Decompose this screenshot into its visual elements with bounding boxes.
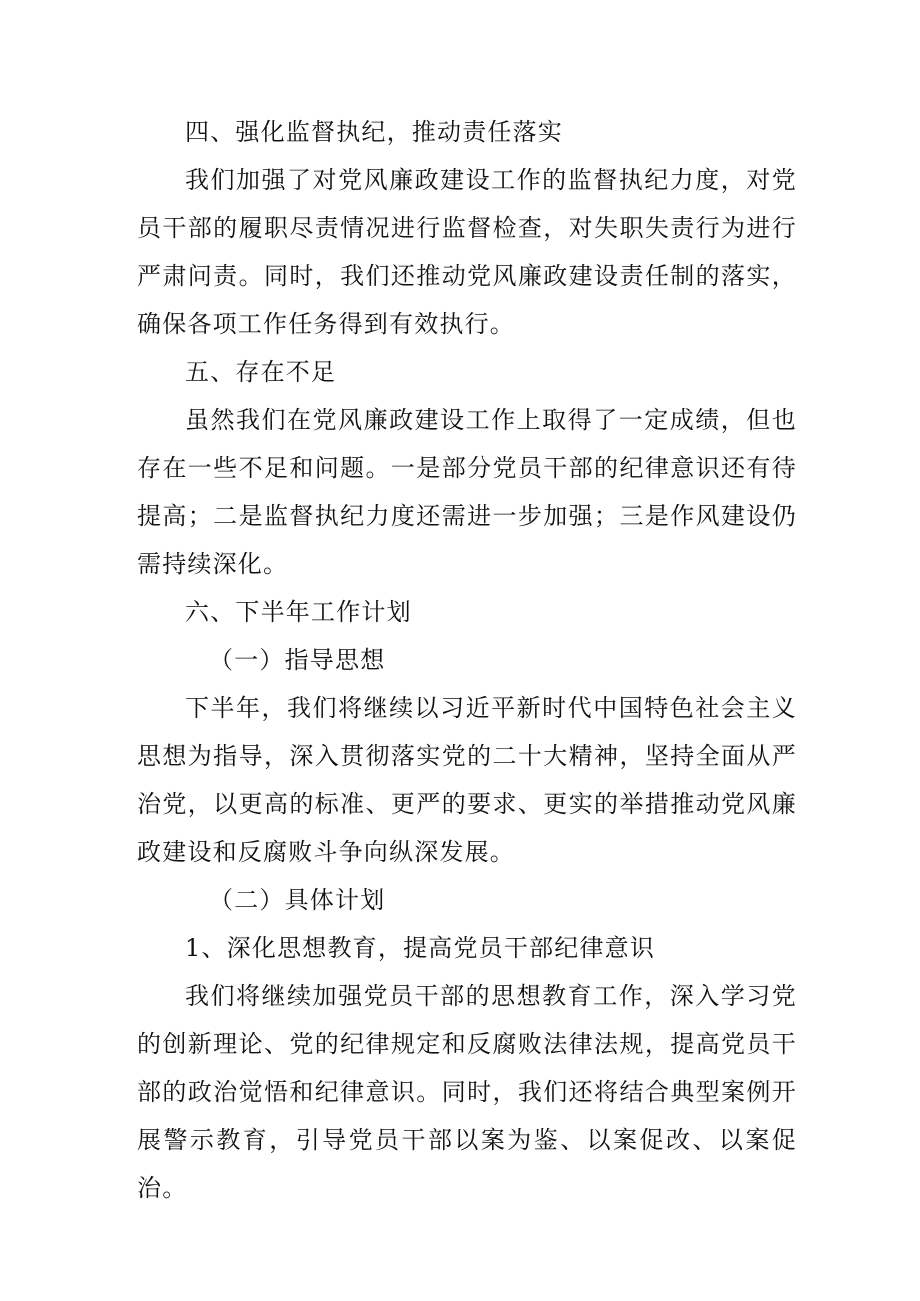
paragraph-guiding-thought: 下半年，我们将继续以习近平新时代中国特色社会主义思想为指导，深入贯彻落实党的二十大精神，坚持全面从严治党，以更高的标准、更严的要求、更实的举措推动党风廉政建设和反腐败斗争向纵深发展。	[137, 694, 797, 866]
paragraph-education: 我们将继续加强党员干部的思想教育工作，深入学习党的创新理论、党的纪律规定和反腐败法律法规，提高党员干部的政治觉悟和纪律意识。同时，我们还将结合典型案例开展警示教育，引导党员干部以案为鉴、以案促改、以案促治。	[137, 982, 797, 1202]
paragraph-shortcomings: 虽然我们在党风廉政建设工作上取得了一定成绩，但也存在一些不足和问题。一是部分党员干部的纪律意识还有待提高；二是监督执纪力度还需进一步加强；三是作风建设仍需持续深化。	[137, 406, 797, 578]
paragraph-supervision: 我们加强了对党风廉政建设工作的监督执纪力度，对党员干部的履职尽责情况进行监督检查，对失职失责行为进行严肃问责。同时，我们还推动党风廉政建设责任制的落实，确保各项工作任务得到有效执行。	[137, 166, 797, 338]
document-body	[137, 108, 797, 1212]
section-heading-5: 五、存在不足	[185, 358, 337, 386]
numbered-item-1: 1、深化思想教育，提高党员干部纪律意识	[185, 934, 656, 962]
section-heading-4: 四、强化监督执纪，推动责任落实	[185, 118, 563, 146]
subheading-specific-plan: （二）具体计划	[209, 886, 386, 914]
section-heading-6: 六、下半年工作计划	[185, 598, 412, 626]
subheading-guiding-thought: （一）指导思想	[209, 646, 386, 674]
